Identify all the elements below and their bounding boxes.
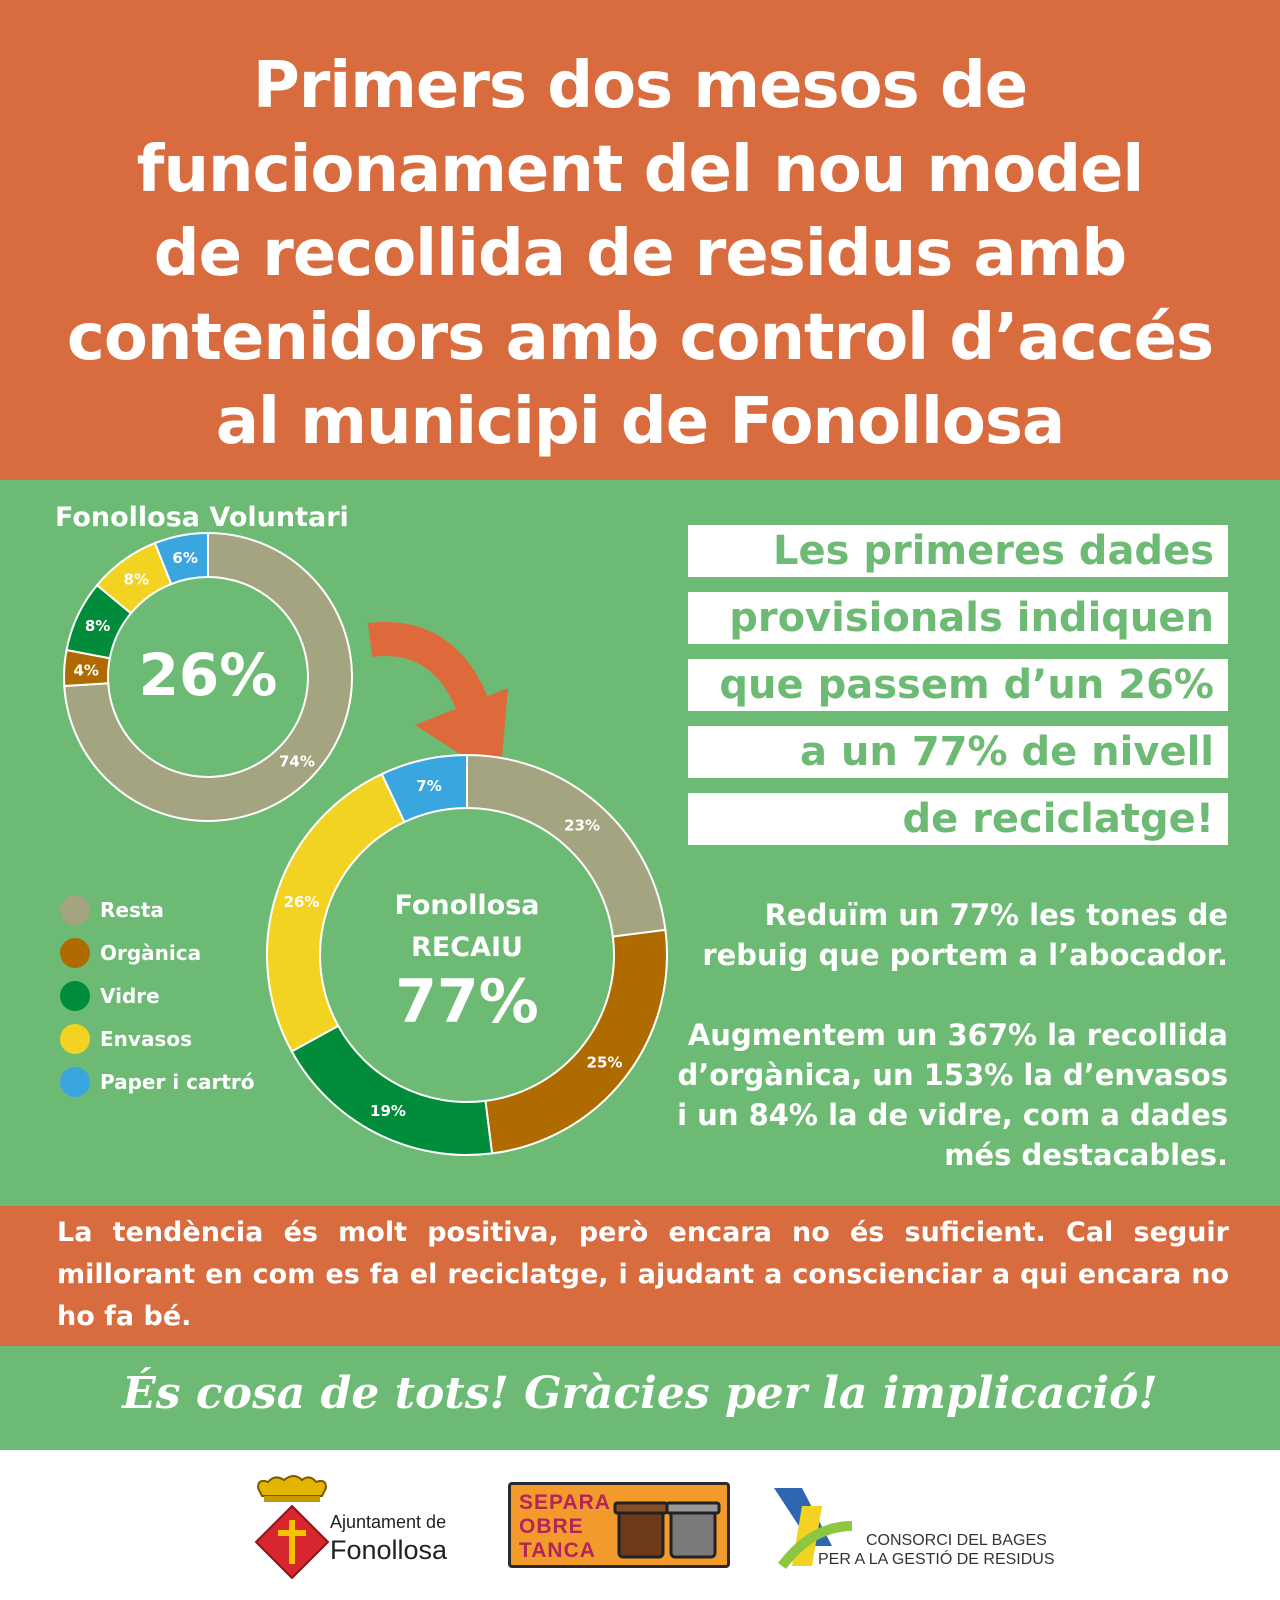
summary-paragraph-2: Augmentem un 367% la recollida d’orgànica, un 153% la d’envasos i un 84% la de vidre, com a dades més destacables. [677,1018,1228,1172]
legend-item-paper [60,1060,255,1103]
chart-legend [60,888,255,1103]
title-line: funcionament del nou model [136,133,1144,207]
legend-label-envasos: Envasos [100,1026,192,1051]
separa-word: SEPARA [519,1491,611,1514]
conclusion-text: La tendència és molt positiva, però encara no és suficient. Cal seguir millorant en com es fa el reciclatge, i ajudant a conscienciar a qui encara no ho fa bé. [57,1217,1229,1332]
legend-item-resta [60,888,255,931]
recaiu-slice-organica [485,930,667,1153]
voluntari-label-resta: 74% [278,752,315,771]
legend-label-organica: Orgànica [100,940,202,965]
page-title [20,44,1260,464]
headline-line: de reciclatge! [688,793,1228,845]
legend-swatch-envasos [60,1024,90,1054]
slogan-text: És cosa de tots! Gràcies per la implicació! [122,1368,1158,1419]
separa-obre-tanca-logo [508,1482,730,1568]
legend-label-vidre: Vidre [100,983,160,1008]
legend-item-envasos [60,1017,255,1060]
chart2-title-line1: Fonollosa [394,890,540,921]
ajuntament-label: Ajuntament de [330,1512,447,1532]
tanca-word: TANCA [519,1539,596,1562]
chart2-title-line2: RECAIU [411,932,523,963]
recaiu-label-envasos: 26% [283,893,320,912]
headline-box [688,525,1228,860]
voluntari-label-paper: 6% [172,549,198,568]
headline-line: provisionals indiquen [688,592,1228,644]
legend-item-vidre [60,974,255,1017]
chart1-title: Fonollosa Voluntari [55,502,349,533]
title-line: contenidors amb control d’accés [66,301,1214,375]
legend-swatch-resta [60,895,90,925]
separa-logo-text [519,1491,611,1563]
headline-line: a un 77% de nivell [688,726,1228,778]
legend-swatch-vidre [60,981,90,1011]
title-line: al municipi de Fonollosa [215,385,1065,459]
voluntari-label-vidre: 8% [84,617,111,636]
legend-label-resta: Resta [100,897,164,922]
title-line: Primers dos mesos de [252,49,1028,123]
voluntari-label-organica: 4% [73,661,99,680]
consorci-logo-text [818,1531,1055,1569]
voluntari-center-label: 26% [138,641,278,709]
obre-word: OBRE [519,1515,584,1538]
recaiu-slice-vidre [292,1026,492,1155]
chart-voluntari [64,533,352,821]
headline-line: Les primeres dades [688,525,1228,577]
title-line: de recollida de residus amb [153,217,1127,291]
voluntari-label-envasos: 8% [123,570,150,589]
ajuntament-logo-text [330,1512,447,1566]
recaiu-label-paper: 7% [416,777,442,796]
recaiu-label-organica: 25% [586,1053,623,1072]
legend-label-paper: Paper i cartró [100,1069,255,1094]
bins-icon [613,1493,725,1563]
summary-paragraph-1: Reduïm un 77% les tones de rebuig que portem a l’abocador. [702,898,1228,972]
ajuntament-name: Fonollosa [330,1535,448,1565]
legend-swatch-paper [60,1067,90,1097]
recaiu-label-vidre: 19% [370,1102,406,1121]
recaiu-center-label: 77% [395,967,539,1037]
consorci-line-2: PER A LA GESTIÓ DE RESIDUS [818,1551,1055,1568]
recaiu-label-resta: 23% [564,816,601,835]
headline-line: que passem d’un 26% [688,659,1228,711]
recaiu-slice-envasos [267,774,404,1051]
consorci-line-1: CONSORCI DEL BAGES [866,1532,1047,1549]
legend-item-organica [60,931,255,974]
legend-swatch-organica [60,938,90,968]
